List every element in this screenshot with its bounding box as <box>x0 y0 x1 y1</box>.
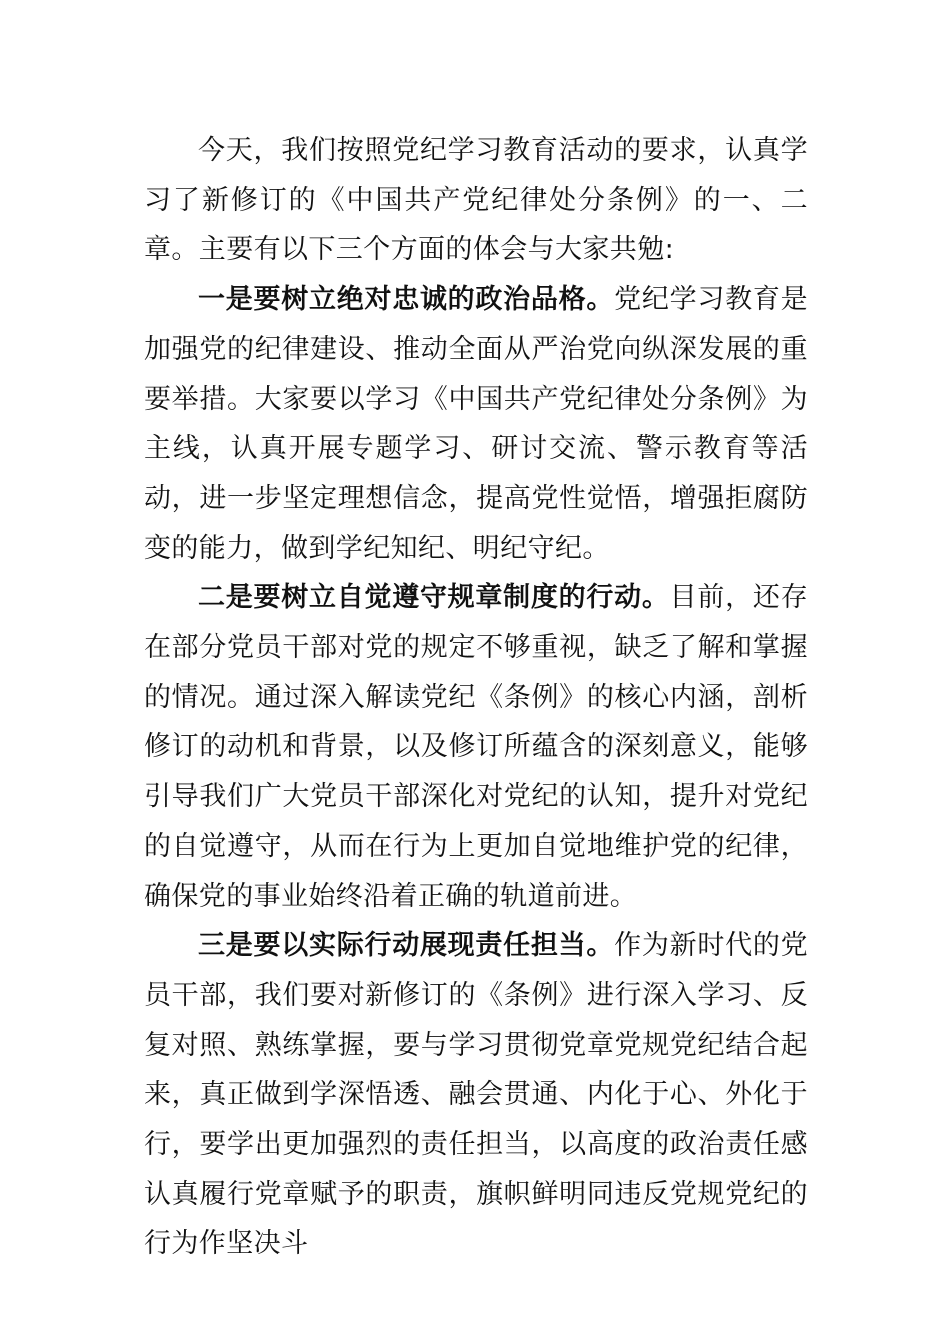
paragraph-point-one <box>144 275 808 573</box>
paragraph-lead: 一是要树立绝对忠诚的政治品格。 <box>198 284 615 316</box>
document-body <box>144 126 808 1269</box>
paragraph-point-two <box>144 573 808 921</box>
paragraph-point-three <box>144 921 808 1269</box>
paragraph-intro <box>144 126 808 275</box>
paragraph-text: 作为新时代的党员干部，我们要对新修订的《条例》进行深入学习、反复对照、熟练掌握，要与学习贯彻党章党规党纪结合起来，真正做到学深悟透、融会贯通、内化于心、外化于行，要学出更加强烈的责任担当，以高度的政治责任感认真履行党章赋予的职责，旗帜鲜明同违反党规党纪的行为作坚决斗 <box>144 930 808 1260</box>
paragraph-lead: 三是要以实际行动展现责任担当。 <box>198 930 615 962</box>
paragraph-text: 党纪学习教育是加强党的纪律建设、推动全面从严治党向纵深发展的重要举措。大家要以学习《中国共产党纪律处分条例》为主线，认真开展专题学习、研讨交流、警示教育等活动，进一步坚定理想信念，提高党性觉悟，增强拒腐防变的能力，做到学纪知纪、明纪守纪。 <box>144 284 808 564</box>
paragraph-text: 今天，我们按照党纪学习教育活动的要求，认真学习了新修订的《中国共产党纪律处分条例》的一、二章。主要有以下三个方面的体会与大家共勉: <box>144 135 808 266</box>
paragraph-text: 目前，还存在部分党员干部对党的规定不够重视，缺乏了解和掌握的情况。通过深入解读党纪《条例》的核心内涵，剖析修订的动机和背景，以及修订所蕴含的深刻意义，能够引导我们广大党员干部深化对党纪的认知，提升对党纪的自觉遵守，从而在行为上更加自觉地维护党的纪律，确保党的事业始终沿着正确的轨道前进。 <box>144 582 808 912</box>
paragraph-lead: 二是要树立自觉遵守规章制度的行动。 <box>198 582 670 614</box>
